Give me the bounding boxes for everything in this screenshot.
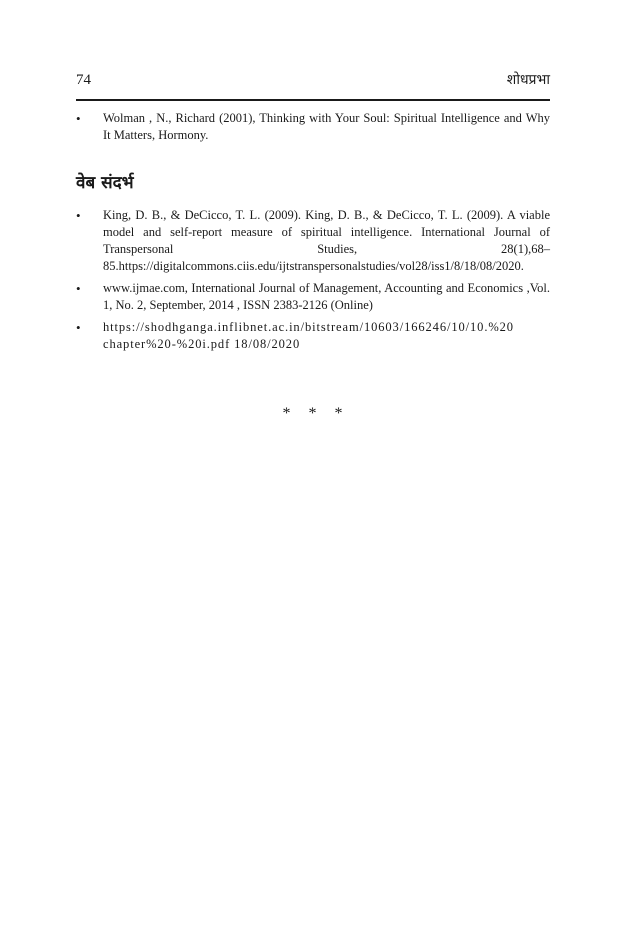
bullet-icon: • (76, 208, 81, 223)
reference-text: https://shodhganga.inflibnet.ac.in/bitstream/10603/166246/10/10.%20 chapter%20-%20i.pdf 18/08/2020 (103, 320, 514, 351)
web-reference-list (76, 207, 550, 358)
bullet-icon: • (76, 320, 81, 335)
reference-text: www.ijmae.com, International Journal of Management, Accounting and Economics ,Vol. 1, No. 2, September, 2014 , ISSN 2383-2126 (Online) (103, 281, 550, 312)
reference-text: King, D. B., & DeCicco, T. L. (2009). King, D. B., & DeCicco, T. L. (2009). A viable model and self-report measure of spiritual intelligence. International Journal of Transpersonal Studies, 28(1),68–85.https://digitalcommons.ciis.edu/ijtstranspersonalstudies/vol28/iss1/8/18/08/2020. (103, 208, 550, 273)
reference-item (76, 110, 550, 144)
web-reference-item (76, 280, 550, 314)
section-end-mark: * * * (282, 405, 343, 422)
page-number: 74 (76, 72, 91, 88)
web-reference-item (76, 207, 550, 275)
page-header (76, 70, 550, 92)
running-title: शोधप्रभा (506, 72, 550, 88)
bullet-icon: • (76, 111, 81, 126)
header-rule (76, 99, 550, 101)
bullet-icon: • (76, 281, 81, 296)
web-reference-item (76, 319, 550, 353)
web-references-heading: वेब संदर्भ (76, 173, 134, 193)
reference-text: Wolman , N., Richard (2001), Thinking with Your Soul: Spiritual Intelligence and Why It Matters, Hormony. (103, 111, 550, 142)
reference-list-top (76, 110, 550, 149)
